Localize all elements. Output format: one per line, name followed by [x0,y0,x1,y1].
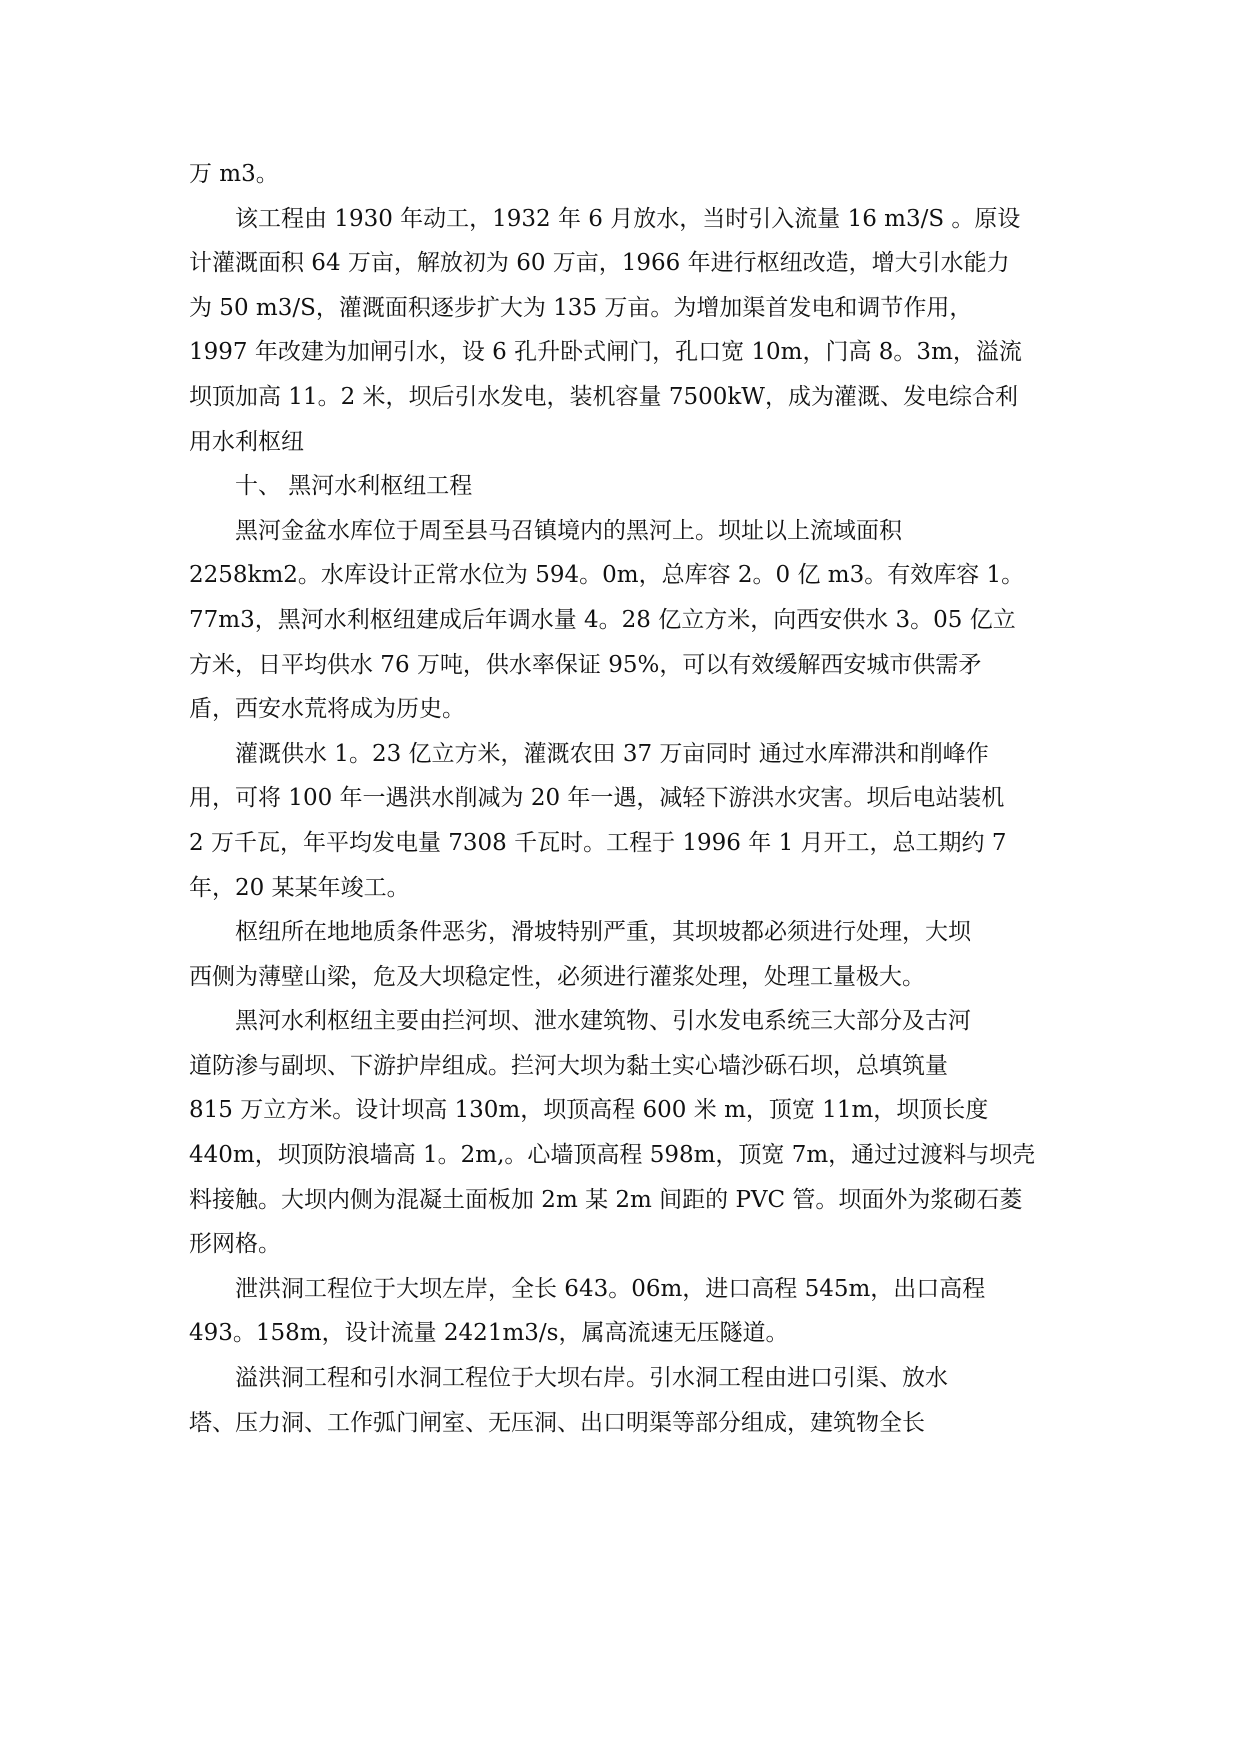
text-line: 年，20 某某年竣工。 [189,874,410,901]
text-line: 1997 年改建为加闸引水，设 6 孔升卧式闸门，孔口宽 10m，门高 8。3m，溢流 [189,339,1022,366]
text-line: 泄洪洞工程位于大坝左岸，全长 643。06m，进口高程 545m，出口高程 [235,1275,986,1302]
text-line: 坝顶加高 11。2 米，坝后引水发电，装机容量 7500kW，成为灌溉、发电综合利 [189,383,1018,410]
paragraph-weihui-canal [189,197,1059,465]
heading-text: 十、 黑河水利枢纽工程 [235,473,473,500]
text-line: 黑河水利枢纽主要由拦河坝、泄水建筑物、引水发电系统三大部分及古河 [235,1008,971,1035]
text-line: 该工程由 1930 年动工，1932 年 6 月放水，当时引入流量 16 m3/S 。原设 [235,205,1021,232]
body-text [189,152,1059,1445]
text-line: 77m3，黑河水利枢纽建成后年调水量 4。28 亿立方米，向西安供水 3。05 亿立 [189,606,1016,633]
paragraph-spillway [189,1356,1059,1445]
text-line: 灌溉供水 1。23 亿立方米，灌溉农田 37 万亩同时 通过水库滞洪和削峰作 [235,740,989,767]
text-line: 溢洪洞工程和引水洞工程位于大坝右岸。引水洞工程由进口引渠、放水 [235,1365,948,1392]
paragraph-irrigation [189,732,1059,910]
paragraph-flood-tunnel [189,1267,1059,1356]
text-line: 形网格。 [189,1231,281,1258]
text-line: 用，可将 100 年一遇洪水削减为 20 年一遇，减轻下游洪水灾害。坝后电站装机 [189,785,1005,812]
text-line: 万 m3。 [189,161,279,187]
text-line: 计灌溉面积 64 万亩，解放初为 60 万亩，1966 年进行枢纽改造，增大引水能力 [189,250,1010,277]
paragraph-continuation [189,152,1059,197]
text-line: 枢纽所在地地质条件恶劣，滑坡特别严重，其坝坡都必须进行处理，大坝 [235,919,971,946]
text-line: 盾，西安水荒将成为历史。 [189,696,465,723]
paragraph-dam-structure [189,999,1059,1267]
paragraph-geology [189,910,1059,999]
text-line: 塔、压力洞、工作弧门闸室、无压洞、出口明渠等部分组成，建筑物全长 [189,1409,925,1436]
text-line: 西侧为薄壁山梁，危及大坝稳定性，必须进行灌浆处理，处理工量极大。 [189,963,925,990]
text-line: 用水利枢纽 [189,428,304,455]
text-line: 2258km2。水库设计正常水位为 594。0m，总库容 2。0 亿 m3。有效库容 1。 [189,562,1025,589]
text-line: 2 万千瓦，年平均发电量 7308 千瓦时。工程于 1996 年 1 月开工，总工期约 7 [189,829,1007,856]
text-line: 料接触。大坝内侧为混凝土面板加 2m 某 2m 间距的 PVC 管。坝面外为浆砌石菱 [189,1186,1023,1213]
text-line: 815 万立方米。设计坝高 130m，坝顶高程 600 米 m，顶宽 11m，坝顶长度 [189,1097,989,1124]
text-line: 道防渗与副坝、下游护岸组成。拦河大坝为黏土实心墙沙砾石坝，总填筑量 [189,1052,948,1079]
paragraph-reservoir [189,509,1059,732]
section-heading [189,464,1059,509]
text-line: 为 50 m3/S，灌溉面积逐步扩大为 135 万亩。为增加渠首发电和调节作用， [189,294,973,321]
text-line: 黑河金盆水库位于周至县马召镇境内的黑河上。坝址以上流域面积 [235,517,902,544]
text-line: 方米，日平均供水 76 万吨，供水率保证 95%，可以有效缓解西安城市供需矛 [189,651,982,678]
text-line: 440m，坝顶防浪墙高 1。2m,。心墙顶高程 598m，顶宽 7m，通过过渡料与坝壳 [189,1142,1036,1169]
text-line: 493。158m，设计流量 2421m3/s，属高流速无压隧道。 [189,1320,789,1347]
